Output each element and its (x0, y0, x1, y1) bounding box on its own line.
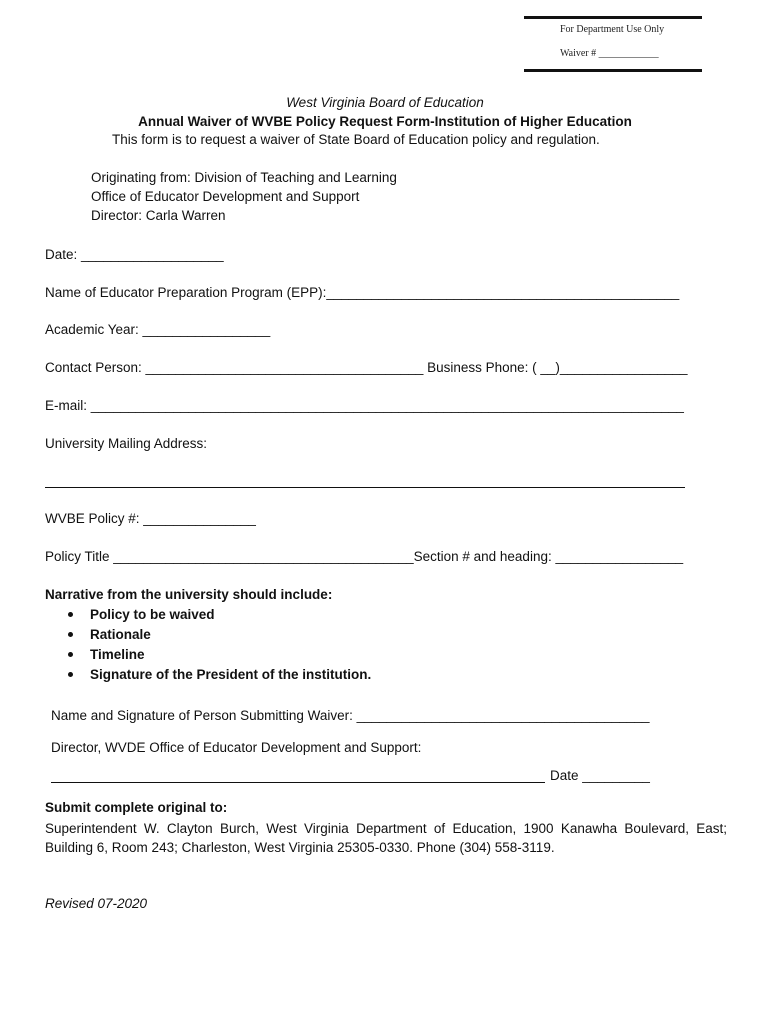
list-item (66, 625, 371, 645)
originating-office: Office of Educator Development and Support (91, 189, 360, 204)
submit-address: Superintendent W. Clayton Burch, West Virginia Department of Education, 1900 Kanawha Boulevard, East; Building 6, Room 243; Charleston, West Virginia 25305-0330. Phone (304) 558-3119. (45, 821, 727, 855)
epp-name-field[interactable]: Name of Educator Preparation Program (EPP):_______________________________________________ (45, 285, 680, 300)
department-use-box (524, 16, 702, 72)
director-signature-line[interactable] (51, 782, 545, 783)
bullet-icon (68, 612, 73, 617)
narrative-list (66, 605, 371, 685)
originating-division: Originating from: Division of Teaching and Learning (91, 170, 397, 185)
email-field[interactable]: E-mail: _______________________________________________________________________________ (45, 398, 684, 413)
bullet-icon (68, 672, 73, 677)
narrative-heading: Narrative from the university should include: (45, 587, 333, 602)
mailing-address-label: University Mailing Address: (45, 436, 208, 451)
department-use-label: For Department Use Only (560, 24, 665, 35)
academic-year-field[interactable]: Academic Year: _________________ (45, 322, 271, 337)
bullet-icon (68, 632, 73, 637)
list-item (66, 605, 371, 625)
revised-date: Revised 07-2020 (45, 896, 148, 911)
policy-title-section-field[interactable]: Policy Title ________________________________________Section # and heading: _________________ (45, 549, 684, 564)
director-date-field[interactable]: Date _________ (550, 768, 650, 783)
form-description: This form is to request a waiver of State Board of Education policy and regulation. (112, 132, 600, 147)
form-title: Annual Waiver of WVBE Policy Request Form-Institution of Higher Education (138, 114, 632, 129)
submitter-signature-field[interactable]: Name and Signature of Person Submitting Waiver: _______________________________________ (51, 708, 650, 723)
list-item-label: Timeline (90, 647, 145, 662)
date-field[interactable]: Date: ___________________ (45, 247, 224, 262)
submit-heading: Submit complete original to: (45, 800, 228, 815)
contact-person-phone-field[interactable]: Contact Person: _____________________________________ Business Phone: ( __)_________________ (45, 360, 688, 375)
policy-number-field[interactable]: WVBE Policy #: _______________ (45, 511, 256, 526)
originating-director: Director: Carla Warren (91, 208, 226, 223)
bullet-icon (68, 652, 73, 657)
director-label: Director, WVDE Office of Educator Development and Support: (51, 740, 422, 755)
waiver-number-field[interactable]: Waiver # ____________ (560, 48, 659, 59)
list-item-label: Rationale (90, 627, 151, 642)
list-item-label: Policy to be waived (90, 607, 215, 622)
list-item-label: Signature of the President of the institution. (90, 667, 372, 682)
organization-name: West Virginia Board of Education (286, 95, 484, 110)
list-item (66, 645, 371, 665)
list-item (66, 665, 371, 685)
mailing-address-line[interactable] (45, 487, 685, 488)
